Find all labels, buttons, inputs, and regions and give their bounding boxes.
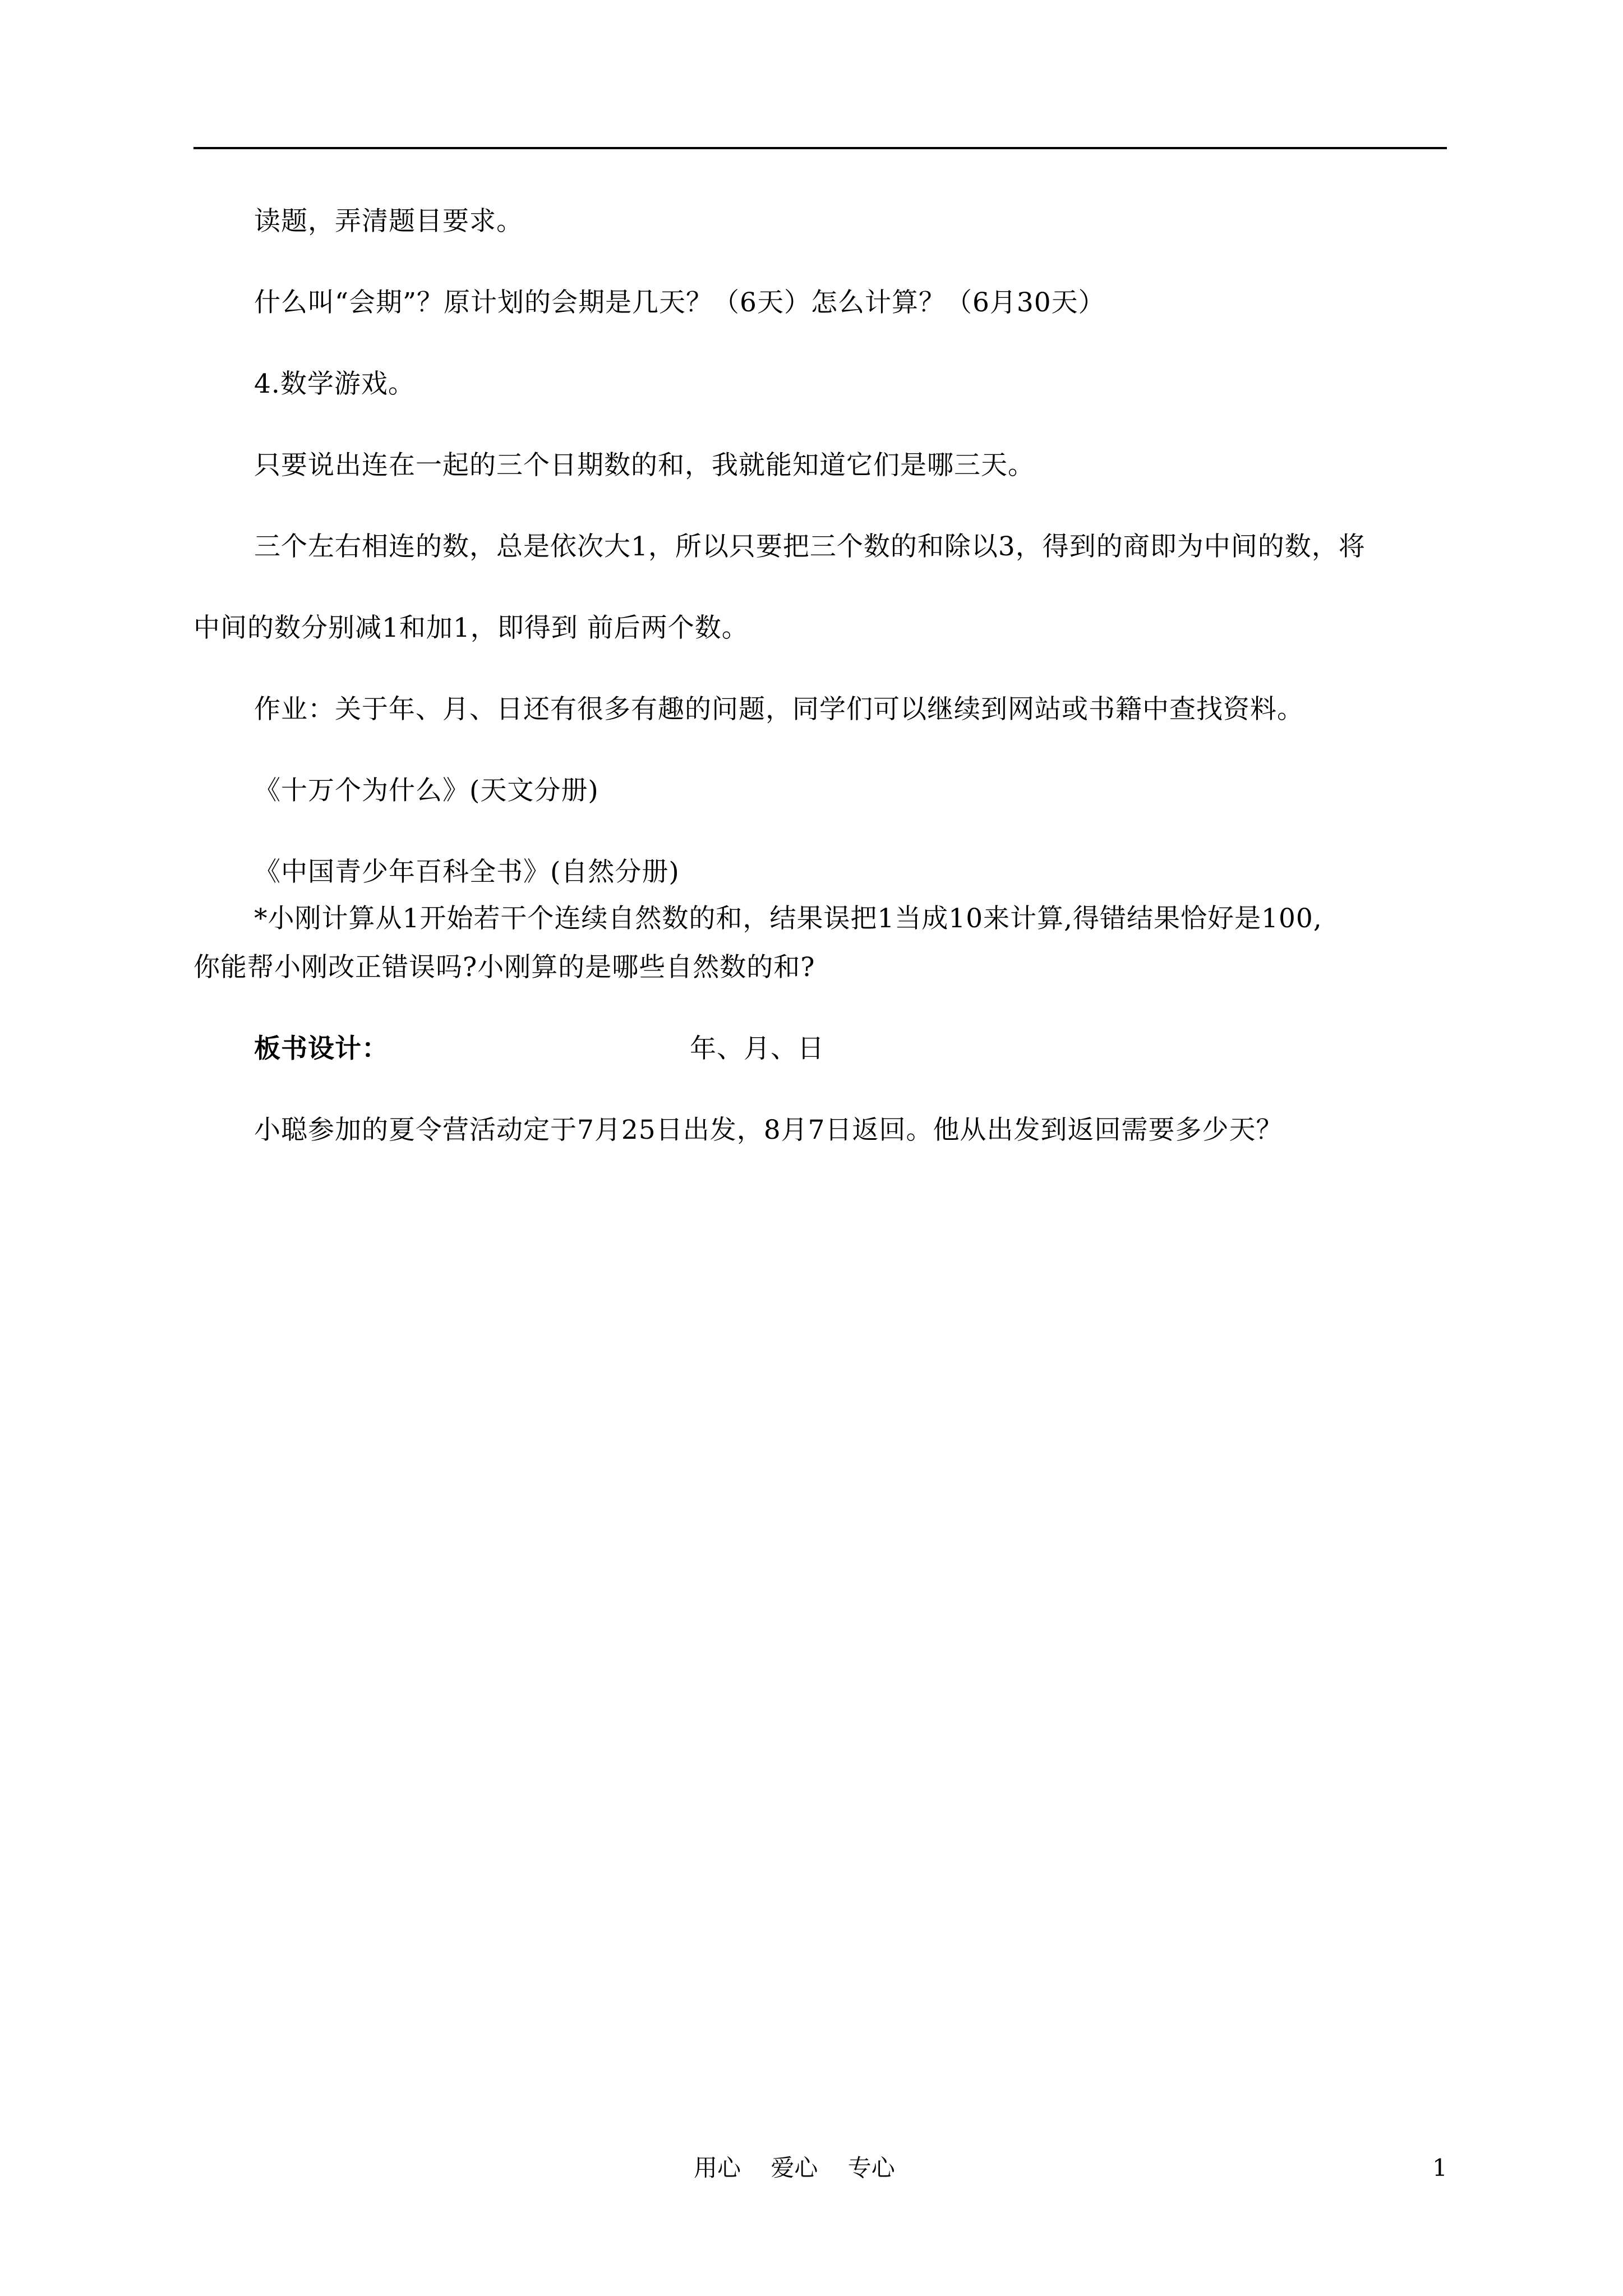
text-line-6: 中间的数分别减1和加1，即得到 前后两个数。 [193,613,749,643]
book-title-1: 《十万个为什么》(天文分册) [254,775,599,806]
board-design-label: 板书设计： [254,1033,389,1064]
text-line-1: 读题，弄清题目要求。 [254,206,523,237]
text-line-8: *小刚计算从1开始若干个连续自然数的和，结果误把1当成10来计算,得错结果恰好是100, [254,903,1322,934]
text-line-10: 小聪参加的夏令营活动定于7月25日出发，8月7日返回。他从出发到返回需要多少天？ [254,1115,1283,1145]
text-line-2: 什么叫“会期”？原计划的会期是几天？（6天）怎么计算？（6月30天） [254,287,1105,318]
text-line-9: 你能帮小刚改正错误吗?小刚算的是哪些自然数的和? [193,952,815,983]
book-title-2: 《中国青少年百科全书》(自然分册) [254,857,680,887]
text-line-3: 4.数学游戏。 [254,369,415,399]
text-line-7: 作业：关于年、月、日还有很多有趣的问题，同学们可以继续到网站或书籍中查找资料。 [254,694,1304,725]
board-design-title: 年、月、日 [690,1033,824,1064]
footer-motto: 用心 爱心 专心 [694,2154,895,2182]
page-number: 1 [1432,2154,1447,2182]
header-rule [193,147,1447,149]
text-line-4: 只要说出连在一起的三个日期数的和，我就能知道它们是哪三天。 [254,450,1035,481]
text-line-5: 三个左右相连的数，总是依次大1，所以只要把三个数的和除以3，得到的商即为中间的数，将 [254,531,1366,562]
